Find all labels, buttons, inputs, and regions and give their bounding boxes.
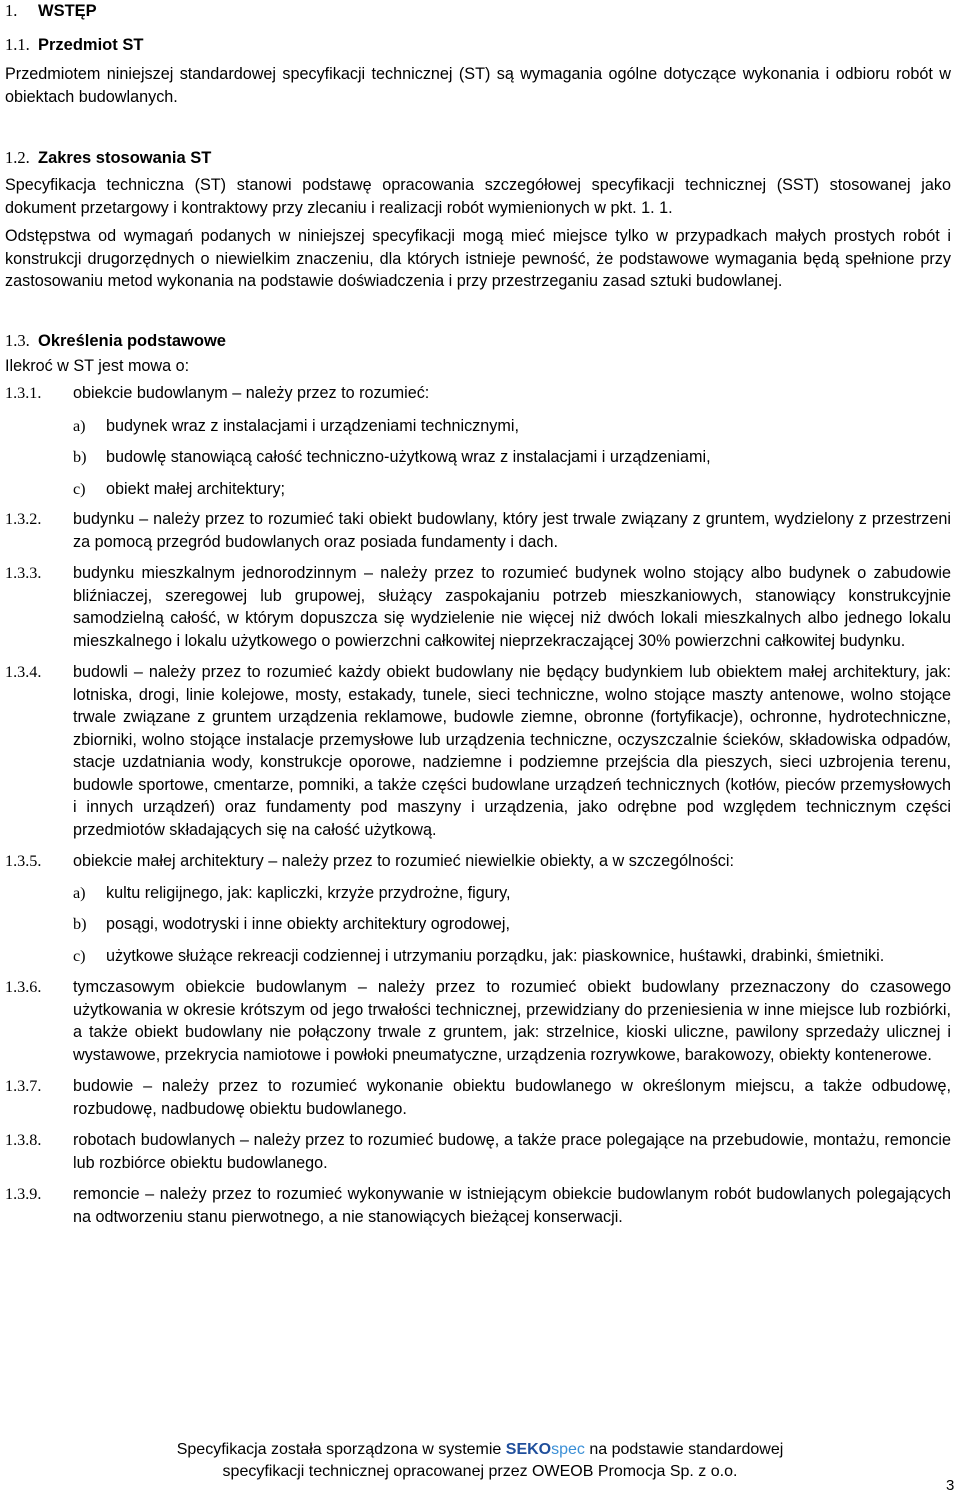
definition-1-3-4 xyxy=(5,661,951,841)
definition-number: 1.3.1. xyxy=(5,384,42,402)
definition-text: remoncie – należy przez to rozumieć wykonywanie w istniejącym obiekcie budowlanym robót budowlanych polegających na odtworzeniu stanu pierwotnego, a nie stanowiących bieżącej konserwacji. xyxy=(73,1185,951,1226)
definition-number: 1.3.3. xyxy=(5,564,42,582)
section-heading-1 xyxy=(5,0,951,22)
list-item xyxy=(73,882,951,905)
definition-number: 1.3.9. xyxy=(5,1185,42,1203)
paragraph-odstepstwa: Odstępstwa od wymagań podanych w niniejszej specyfikacji mogą mieć miejsce tylko w przypadkach małych prostych robót i konstrukcji drugorzędnych o niewielkim znaczeniu, dla których istnieje pewność, że podstawowe wymagania będą spełnione przy zastosowaniu metod wykonania na podstawie doświadczenia i przy przestrzeganiu zasad sztuki budowlanej. xyxy=(5,227,951,290)
list-text: budynek wraz z instalacjami i urządzeniami technicznymi, xyxy=(106,416,519,435)
definition-1-3-1 xyxy=(5,382,951,500)
definition-number: 1.3.7. xyxy=(5,1077,42,1095)
list-letter: a) xyxy=(73,416,86,435)
definition-1-3-9 xyxy=(5,1183,951,1228)
section-heading-1-3 xyxy=(5,330,951,352)
list-item xyxy=(73,446,951,469)
section-heading-1-1 xyxy=(5,34,951,56)
definition-text: budynku – należy przez to rozumieć taki obiekt budowlany, który jest trwale związany z gruntem, wydzielony z przestrzeni za pomocą przegród budowlanych oraz posiada fundamenty i dach. xyxy=(73,510,951,551)
paragraph-zakres: Specyfikacja techniczna (ST) stanowi podstawę opracowania szczegółowej specyfikacji technicznej (SST) stosowanej jako dokument przetargowy i kontraktowy przy zlecaniu i realizacji robót wymienionych w pkt. 1. 1. xyxy=(5,176,951,217)
definition-number: 1.3.5. xyxy=(5,852,42,870)
footer-text: na podstawie standardowej xyxy=(589,1441,784,1458)
section-title: WSTĘP xyxy=(38,2,97,20)
list-letter: b) xyxy=(73,448,87,466)
definition-text: budowie – należy przez to rozumieć wykonanie obiektu budowlanego w określonym miejscu, a także odbudowę, rozbudowę, nadbudowę obiektu budowlanego. xyxy=(73,1077,951,1118)
list-item xyxy=(73,945,951,968)
section-number: 1.2. xyxy=(5,148,30,167)
definition-1-3-2 xyxy=(5,508,951,553)
list-item xyxy=(73,913,951,936)
definition-1-3-8 xyxy=(5,1129,951,1174)
list-text: kultu religijnego, jak: kapliczki, krzyże przydrożne, figury, xyxy=(106,883,511,902)
list-text: użytkowe służące rekreacji codziennej i utrzymaniu porządku, jak: piaskownice, huśtawki, drabinki, śmietniki. xyxy=(106,946,885,965)
definition-number: 1.3.4. xyxy=(5,663,42,681)
list-text: posągi, wodotryski i inne obiekty architektury ogrodowej, xyxy=(106,915,510,933)
list-text: obiekt małej architektury; xyxy=(106,479,286,498)
section-title: Przedmiot ST xyxy=(38,36,144,54)
document-page xyxy=(5,0,951,1228)
section-title: Określenia podstawowe xyxy=(38,331,226,350)
definition-text: tymczasowym obiekcie budowlanym – należy przez to rozumieć obiekt budowlany przeznaczony do czasowego użytkowania w okresie krótszym od jego trwałości technicznej, przewidziany do przeniesienia w inne miejsce lub rozbiórki, a także obiekt budowlany nie połączony trwale z gruntem, jak: strzelnice, kioski uliczne, pawilony sprzedaży ulicznej i wystawowe, przekrycia namiotowe i powłoki pneumatyczne, urządzenia rozrywkowe, barakowozy, obiekty kontenerowe. xyxy=(73,978,951,1064)
definitions-intro: Ilekroć w ST jest mowa o: xyxy=(5,356,190,375)
section-heading-1-2 xyxy=(5,147,951,169)
logo-part: spec xyxy=(551,1441,585,1458)
footer-line-1 xyxy=(0,1439,960,1461)
definition-number: 1.3.2. xyxy=(5,510,42,528)
definition-number: 1.3.8. xyxy=(5,1131,42,1149)
definition-1-3-6 xyxy=(5,976,951,1066)
logo-part: SEKO xyxy=(505,1441,552,1458)
definition-text: obiekcie budowlanym – należy przez to rozumieć: xyxy=(73,384,430,402)
list-item xyxy=(73,478,951,501)
definition-number: 1.3.6. xyxy=(5,978,42,996)
page-footer xyxy=(0,1439,960,1483)
definition-1-3-5 xyxy=(5,850,951,967)
definition-text: robotach budowlanych – należy przez to rozumieć budowę, a także prace polegające na przebudowie, montażu, remoncie lub rozbiórce obiektu budowlanego. xyxy=(73,1131,951,1172)
list-item xyxy=(73,415,951,438)
page-number: 3 xyxy=(946,1477,955,1494)
paragraph-przedmiot: Przedmiotem niniejszej standardowej specyfikacji technicznej (ST) są wymagania ogólne dotyczące wykonania i odbioru robót w obiektach budowlanych. xyxy=(5,65,951,106)
list-letter: c) xyxy=(73,946,86,965)
section-number: 1.3. xyxy=(5,330,30,350)
footer-line-2: specyfikacji technicznej opracowanej przez OWEOB Promocja Sp. z o.o. xyxy=(222,1463,738,1480)
footer-text: Specyfikacja została sporządzona w systemie xyxy=(176,1441,502,1458)
list-letter: b) xyxy=(73,915,87,933)
list-letter: a) xyxy=(73,883,86,902)
section-number: 1.1. xyxy=(5,35,30,54)
sekospec-logo xyxy=(506,1441,585,1458)
list-letter: c) xyxy=(73,479,86,498)
section-title: Zakres stosowania ST xyxy=(38,149,212,167)
definition-text: budowli – należy przez to rozumieć każdy obiekt budowlany nie będący budynkiem lub obiektem małej architektury, jak: lotniska, drogi, linie kolejowe, mosty, estakady, tunele, sieci techniczne, wolno stojące maszty antenowe, wolno stojące trwale związane z gruntem urządzenia reklamowe, budowle ziemne, obronne (fortyfikacje), ochronne, hydrotechniczne, zbiorniki, wolno stojące instalacje przemysłowe lub urządzenia techniczne, oczyszczalnie ścieków, składowiska odpadów, stacje uzdatniania wody, konstrukcje oporowe, nadziemne i podziemne przejścia dla pieszych, sieci uzbrojenia terenu, budowle sportowe, cmentarze, pomniki, a także części budowlane urządzeń technicznych (kotłów, pieców przemysłowych i innych urządzeń) oraz fundamenty pod maszyny i urządzenia, jako odrębne pod względem technicznym części przedmiotów składających się na całość użytkową. xyxy=(73,663,951,839)
definition-text: budynku mieszkalnym jednorodzinnym – należy przez to rozumieć budynek wolno stojący albo budynek o zabudowie bliźniaczej, szeregowej lub grupowej, służący zaspokajaniu potrzeb mieszkaniowych, stanowiący konstrukcyjnie samodzielną całość, w którym dopuszcza się wydzielenie nie więcej niż dwóch lokali mieszkalnych albo jednego lokalu mieszkalnego i lokalu użytkowego o powierzchni całkowitej nieprzekraczającej 30% powierzchni całkowitej budynku. xyxy=(73,564,951,650)
definition-1-3-3 xyxy=(5,562,951,652)
definition-text: obiekcie małej architektury – należy przez to rozumieć niewielkie obiekty, a w szczególności: xyxy=(73,852,734,870)
section-number: 1. xyxy=(5,1,18,20)
definition-1-3-7 xyxy=(5,1075,951,1120)
list-text: budowlę stanowiącą całość techniczno-użytkową wraz z instalacjami i urządzeniami, xyxy=(106,448,711,466)
